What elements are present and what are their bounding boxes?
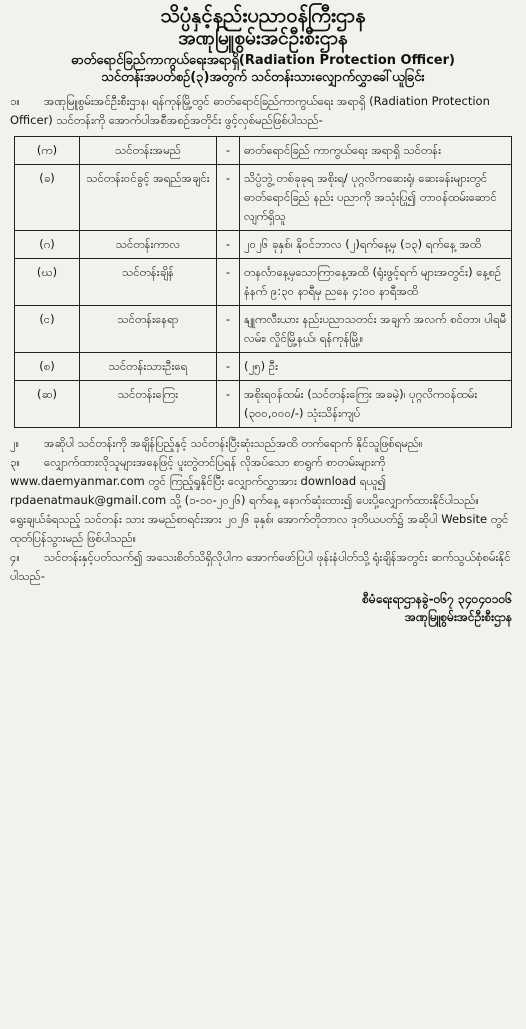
row-value: ဓာတ်ရောင်ခြည် ကာကွယ်ရေး အရာရှိ သင်တန်း <box>240 136 512 164</box>
paragraph-text: အဆိုပါ သင်တန်းကို အချိန်ပြည့်နှင့် သင်တန်းပြီးဆုံးသည်အထိ တက်ရောက် နိုင်သူဖြစ်ရမည်။ <box>44 435 423 450</box>
paragraph-3 <box>10 453 516 548</box>
call-title: သင်တန်းအပတ်စဉ်(၃)အတွက် သင်တန်းသားလျှောက်လွှာခေါ်ယူခြင်း <box>101 69 425 85</box>
paragraph-number: ၁။ <box>10 93 20 108</box>
row-number: (ဃ) <box>15 258 80 305</box>
table-row <box>15 380 512 427</box>
paragraph-2 <box>10 434 516 453</box>
paragraph-4 <box>10 548 516 586</box>
paragraph-text: လျှောက်ထားလိုသူများအနေဖြင့် ပူးတွဲတင်ပြရန် လိုအပ်သော စာရွက် စာတမ်းများကို www.daemyanmar.com တွင် ကြည့်ရှုနိုင်ပြီး လျှောက်လွှာအား download ရယူ၍ rpdaenatmauk@gmail.com သို့ (၁-၁၀-၂၀၂၆) ရက်နေ့ နောက်ဆုံးထား၍ ပေးပို့လျှောက်ထားနိုင်ပါသည်။ ရွေးချယ်ခံရသည့် သင်တန်း သား အမည်စာရင်းအား ၂၀၂၆ ခုနှစ်၊ အောက်တိုဘာလ ဒုတိယပတ်၌ အဆိုပါ Website တွင် ထုတ်ပြန်သွားမည် ဖြစ်ပါသည်။ <box>10 454 509 545</box>
signature-block <box>10 590 516 626</box>
row-number: (ခ) <box>15 164 80 230</box>
paragraph-text: အဏုမြူစွမ်းအင်ဦးစီးဌာန၊ ရန်ကုန်မြို့တွင် ဓာတ်ရောင်ခြည်ကာကွယ်ရေး အရာရှိ (Radiation Protection Officer) သင်တန်းကို အောက်ပါအစီအစဉ်အတိုင်း ဖွင့်လှစ်မည်ဖြစ်ပါသည်- <box>10 93 490 127</box>
row-dash: - <box>217 258 240 305</box>
signature-department: အဏုမြူစွမ်းအင်ဦးစီးဌာန <box>404 609 512 624</box>
row-number: (ဂ) <box>15 230 80 258</box>
row-label: သင်တန်းကာလ <box>80 230 217 258</box>
row-number: (င) <box>15 305 80 352</box>
row-dash: - <box>217 230 240 258</box>
table-row <box>15 164 512 230</box>
row-label: သင်တန်းသားဦးရေ <box>80 352 217 380</box>
row-dash: - <box>217 352 240 380</box>
row-number: (က) <box>15 136 80 164</box>
row-value: တနင်္လာနေ့မှသောကြာနေ့အထိ (ရုံးဖွင့်ရက် များအတွင်း) နေ့စဉ် နံနက် ၉:၃၀ နာရီမှ ညနေ ၄:၀၀ နာရီအထိ <box>240 258 512 305</box>
row-number: (ဆ) <box>15 380 80 427</box>
course-title: ဓာတ်ရောင်ခြည်ကာကွယ်ရေးအရာရှိ(Radiation Protection Officer) <box>71 52 455 68</box>
row-value: အစိုးရဝန်ထမ်း (သင်တန်းကြေး အခမဲ့)၊ ပုဂ္ဂလိကဝန်ထမ်း (၃၀၀,၀၀၀/-) သုံးသိန်းကျပ် <box>240 380 512 427</box>
table-row <box>15 136 512 164</box>
paragraph-number: ၂။ <box>10 435 20 450</box>
table-row <box>15 305 512 352</box>
row-label: သင်တန်းချိန် <box>80 258 217 305</box>
row-label: သင်တန်းအမည် <box>80 136 217 164</box>
row-dash: - <box>217 380 240 427</box>
table-row <box>15 230 512 258</box>
ministry-title: သိပ္ပံနှင့်နည်းပညာဝန်ကြီးဌာန <box>160 3 366 27</box>
row-value: ၂၀၂၆ ခုနှစ်၊ နိုဝင်ဘာလ (၂)ရက်နေ့မှ (၁၃) ရက်နေ့ အထိ <box>240 230 512 258</box>
course-details-table <box>14 136 512 428</box>
row-value: သိပ္ပံဘွဲ့ တစ်ခုခုရ အစိုးရ/ ပုဂ္ဂလိကဆေးရုံ၊ ဆေးခန်းများတွင် ဓာတ်ရောင်ခြည် နည်း ပညာကို အသုံးပြု၍ တာဝန်ထမ်းဆောင် လျက်ရှိသူ <box>240 164 512 230</box>
row-value: (၂၅) ဦး <box>240 352 512 380</box>
table-row <box>15 258 512 305</box>
department-title: အဏုမြူစွမ်းအင်ဦးစီးဌာန <box>178 27 348 49</box>
row-label: သင်တန်းကြေး <box>80 380 217 427</box>
paragraph-number: ၃။ <box>10 454 20 469</box>
paragraph-number: ၄။ <box>10 549 20 564</box>
row-dash: - <box>217 136 240 164</box>
intro-paragraph <box>10 92 516 130</box>
contact-line: စီမံရေးရာဌာနခွဲ-၀၆၇ ၃၄၀၄၀၁၀၆ <box>362 591 512 606</box>
row-label: သင်တန်းနေရာ <box>80 305 217 352</box>
row-dash: - <box>217 164 240 230</box>
table-row <box>15 352 512 380</box>
row-label: သင်တန်းဝင်ခွင့် အရည်အချင်း <box>80 164 217 230</box>
row-dash: - <box>217 305 240 352</box>
row-value: နျူကလီးယား နည်းပညာသတင်း အချက် အလက် စင်တာ၊ ပါရမီလမ်း၊ လှိုင်မြို့နယ်၊ ရန်ကုန်မြို့။ <box>240 305 512 352</box>
row-number: (စ) <box>15 352 80 380</box>
paragraph-text: သင်တန်းနှင့်ပတ်သက်၍ အသေးစိတ်သိရှိလိုပါက အောက်ဖော်ပြပါ ဖုန်းနံပါတ်သို့ ရုံးချိန်အတွင်း ဆက်သွယ်စုံစမ်းနိုင်ပါသည်- <box>10 549 511 583</box>
